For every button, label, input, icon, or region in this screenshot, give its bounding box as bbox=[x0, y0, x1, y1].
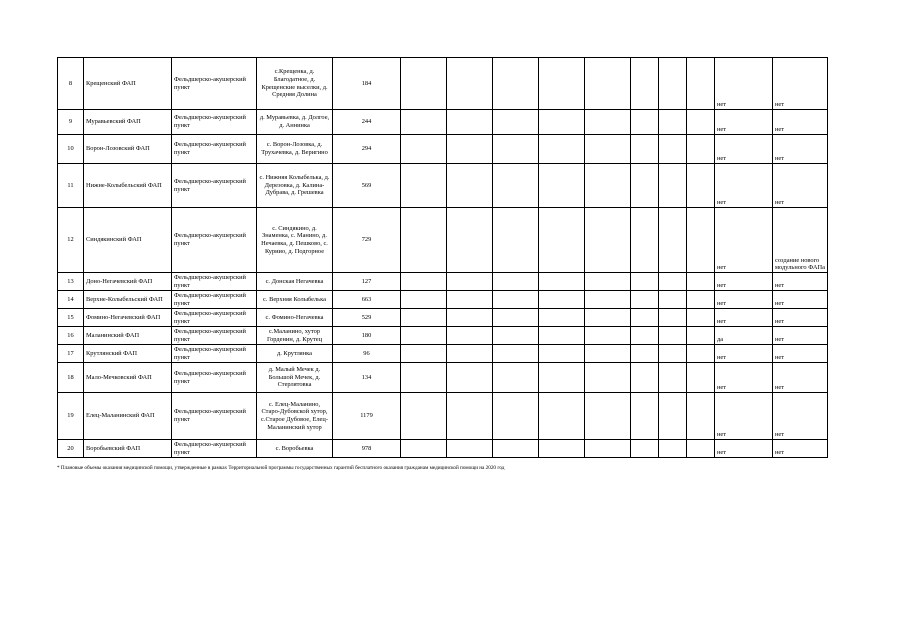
empty-cell bbox=[401, 345, 447, 363]
facility-type: Фельдшерско-акушерский пункт bbox=[172, 135, 257, 164]
empty-cell bbox=[631, 135, 659, 164]
empty-cell bbox=[585, 327, 631, 345]
settlements: с.Маланино, хутор Горденин, д. Крутец bbox=[257, 327, 333, 345]
empty-cell bbox=[659, 58, 687, 110]
empty-cell bbox=[493, 164, 539, 208]
empty-cell bbox=[687, 393, 715, 440]
facility-type: Фельдшерско-акушерский пункт bbox=[172, 164, 257, 208]
empty-cell bbox=[447, 58, 493, 110]
empty-cell bbox=[447, 164, 493, 208]
empty-cell bbox=[493, 440, 539, 458]
empty-cell bbox=[539, 291, 585, 309]
facility-type: Фельдшерско-акушерский пункт bbox=[172, 208, 257, 273]
empty-cell bbox=[401, 273, 447, 291]
facility-type: Фельдшерско-акушерский пункт bbox=[172, 110, 257, 135]
row-number: 15 bbox=[58, 309, 84, 327]
empty-cell bbox=[631, 110, 659, 135]
fap-name: Фомино-Негачевский ФАП bbox=[84, 309, 172, 327]
status-col1: нет bbox=[715, 135, 773, 164]
settlements: с. Синдякино, д. Знаменка, с. Манино, д. Нечаевка, д. Пешково, с. Куриио, д. Подгорное bbox=[257, 208, 333, 273]
empty-cell bbox=[659, 393, 687, 440]
empty-cell bbox=[585, 345, 631, 363]
empty-cell bbox=[687, 309, 715, 327]
status-col2: нет bbox=[773, 164, 828, 208]
facility-type: Фельдшерско-акушерский пункт bbox=[172, 345, 257, 363]
status-col2: нет bbox=[773, 110, 828, 135]
status-col2: создание нового модульного ФАПа bbox=[773, 208, 828, 273]
empty-cell bbox=[631, 58, 659, 110]
empty-cell bbox=[659, 327, 687, 345]
empty-cell bbox=[447, 327, 493, 345]
population: 96 bbox=[333, 345, 401, 363]
fap-name: Донo-Негачевский ФАП bbox=[84, 273, 172, 291]
status-col2: нет bbox=[773, 309, 828, 327]
empty-cell bbox=[447, 309, 493, 327]
empty-cell bbox=[687, 273, 715, 291]
status-col2: нет bbox=[773, 440, 828, 458]
empty-cell bbox=[687, 363, 715, 393]
status-col2: нет bbox=[773, 363, 828, 393]
table-row bbox=[58, 58, 828, 110]
row-number: 9 bbox=[58, 110, 84, 135]
table-row bbox=[58, 273, 828, 291]
population: 180 bbox=[333, 327, 401, 345]
fap-name: Ворон-Лозовский ФАП bbox=[84, 135, 172, 164]
status-col2: нет bbox=[773, 345, 828, 363]
empty-cell bbox=[401, 393, 447, 440]
status-col1: нет bbox=[715, 291, 773, 309]
empty-cell bbox=[687, 110, 715, 135]
empty-cell bbox=[687, 291, 715, 309]
population: 1179 bbox=[333, 393, 401, 440]
table-row bbox=[58, 164, 828, 208]
population: 529 bbox=[333, 309, 401, 327]
empty-cell bbox=[493, 58, 539, 110]
empty-cell bbox=[401, 58, 447, 110]
empty-cell bbox=[659, 164, 687, 208]
empty-cell bbox=[539, 393, 585, 440]
population: 134 bbox=[333, 363, 401, 393]
empty-cell bbox=[585, 393, 631, 440]
empty-cell bbox=[687, 440, 715, 458]
empty-cell bbox=[539, 440, 585, 458]
status-col2: нет bbox=[773, 58, 828, 110]
empty-cell bbox=[493, 208, 539, 273]
empty-cell bbox=[659, 440, 687, 458]
empty-cell bbox=[493, 273, 539, 291]
empty-cell bbox=[585, 135, 631, 164]
empty-cell bbox=[539, 327, 585, 345]
fap-name: Нижне-Колыбельский ФАП bbox=[84, 164, 172, 208]
table-row bbox=[58, 440, 828, 458]
settlements: с. Донская Негачевка bbox=[257, 273, 333, 291]
empty-cell bbox=[493, 345, 539, 363]
empty-cell bbox=[631, 208, 659, 273]
settlements: д. Крутлянка bbox=[257, 345, 333, 363]
facility-type: Фельдшерско-акушерский пункт bbox=[172, 291, 257, 309]
settlements: с. Елец-Маланино, Старо-Дубовской хутор, с.Старое Дубовое, Елец-Маланинский хутор bbox=[257, 393, 333, 440]
settlements: с. Воробьевка bbox=[257, 440, 333, 458]
empty-cell bbox=[659, 345, 687, 363]
row-number: 12 bbox=[58, 208, 84, 273]
empty-cell bbox=[539, 363, 585, 393]
fap-name: Воробьевский ФАП bbox=[84, 440, 172, 458]
status-col1: нет bbox=[715, 58, 773, 110]
empty-cell bbox=[401, 164, 447, 208]
table-row bbox=[58, 327, 828, 345]
status-col2: нет bbox=[773, 273, 828, 291]
table-row bbox=[58, 208, 828, 273]
facility-type: Фельдшерско-акушерский пункт bbox=[172, 327, 257, 345]
population: 663 bbox=[333, 291, 401, 309]
row-number: 14 bbox=[58, 291, 84, 309]
table-row bbox=[58, 345, 828, 363]
empty-cell bbox=[585, 110, 631, 135]
row-number: 18 bbox=[58, 363, 84, 393]
population: 184 bbox=[333, 58, 401, 110]
empty-cell bbox=[401, 110, 447, 135]
empty-cell bbox=[631, 363, 659, 393]
empty-cell bbox=[493, 363, 539, 393]
facility-type: Фельдшерско-акушерский пункт bbox=[172, 363, 257, 393]
facility-type: Фельдшерско-акушерский пункт bbox=[172, 58, 257, 110]
empty-cell bbox=[447, 291, 493, 309]
empty-cell bbox=[585, 164, 631, 208]
population: 729 bbox=[333, 208, 401, 273]
settlements: с. Фомино-Негачевка bbox=[257, 309, 333, 327]
empty-cell bbox=[631, 345, 659, 363]
empty-cell bbox=[447, 393, 493, 440]
fap-name: Крещенский ФАП bbox=[84, 58, 172, 110]
settlements: д. Малый Мечек д. Большой Мечек, д. Стерлятовка bbox=[257, 363, 333, 393]
facility-type: Фельдшерско-акушерский пункт bbox=[172, 273, 257, 291]
empty-cell bbox=[493, 309, 539, 327]
empty-cell bbox=[539, 58, 585, 110]
empty-cell bbox=[631, 393, 659, 440]
empty-cell bbox=[401, 208, 447, 273]
empty-cell bbox=[585, 440, 631, 458]
fap-name: Верхне-Колыбельский ФАП bbox=[84, 291, 172, 309]
status-col1: нет bbox=[715, 345, 773, 363]
empty-cell bbox=[585, 309, 631, 327]
population: 569 bbox=[333, 164, 401, 208]
empty-cell bbox=[659, 363, 687, 393]
empty-cell bbox=[687, 208, 715, 273]
empty-cell bbox=[659, 135, 687, 164]
empty-cell bbox=[447, 110, 493, 135]
empty-cell bbox=[539, 309, 585, 327]
empty-cell bbox=[585, 291, 631, 309]
table-body bbox=[58, 58, 828, 458]
empty-cell bbox=[659, 110, 687, 135]
row-number: 10 bbox=[58, 135, 84, 164]
settlements: с.Крещенка, д. Благодатное, д. Крещенские выселки, д. Средняя Долина bbox=[257, 58, 333, 110]
table-row bbox=[58, 135, 828, 164]
facility-type: Фельдшерско-акушерский пункт bbox=[172, 393, 257, 440]
empty-cell bbox=[401, 135, 447, 164]
empty-cell bbox=[493, 393, 539, 440]
row-number: 19 bbox=[58, 393, 84, 440]
row-number: 17 bbox=[58, 345, 84, 363]
empty-cell bbox=[447, 440, 493, 458]
status-col1: нет bbox=[715, 309, 773, 327]
empty-cell bbox=[539, 208, 585, 273]
empty-cell bbox=[659, 291, 687, 309]
empty-cell bbox=[585, 363, 631, 393]
status-col1: нет bbox=[715, 393, 773, 440]
empty-cell bbox=[687, 58, 715, 110]
population: 294 bbox=[333, 135, 401, 164]
empty-cell bbox=[659, 309, 687, 327]
fap-name: Мало-Мечковский ФАП bbox=[84, 363, 172, 393]
status-col1: нет bbox=[715, 363, 773, 393]
row-number: 8 bbox=[58, 58, 84, 110]
empty-cell bbox=[447, 135, 493, 164]
empty-cell bbox=[585, 208, 631, 273]
settlements: с. Ворон-Лозовка, д. Трухачевка, д. Веригино bbox=[257, 135, 333, 164]
table-row bbox=[58, 291, 828, 309]
empty-cell bbox=[401, 363, 447, 393]
row-number: 20 bbox=[58, 440, 84, 458]
empty-cell bbox=[659, 208, 687, 273]
empty-cell bbox=[539, 273, 585, 291]
empty-cell bbox=[493, 110, 539, 135]
fap-table bbox=[57, 57, 828, 458]
fap-name: Крутлянский ФАП bbox=[84, 345, 172, 363]
fap-name: Маланинский ФАП bbox=[84, 327, 172, 345]
status-col2: нет bbox=[773, 393, 828, 440]
table-row bbox=[58, 363, 828, 393]
empty-cell bbox=[631, 291, 659, 309]
empty-cell bbox=[401, 291, 447, 309]
table-row bbox=[58, 393, 828, 440]
row-number: 16 bbox=[58, 327, 84, 345]
empty-cell bbox=[493, 291, 539, 309]
empty-cell bbox=[631, 164, 659, 208]
empty-cell bbox=[493, 135, 539, 164]
empty-cell bbox=[687, 135, 715, 164]
table-row bbox=[58, 110, 828, 135]
status-col1: нет bbox=[715, 208, 773, 273]
status-col2: нет bbox=[773, 291, 828, 309]
empty-cell bbox=[447, 208, 493, 273]
empty-cell bbox=[687, 327, 715, 345]
status-col1: нет bbox=[715, 440, 773, 458]
status-col2: нет bbox=[773, 327, 828, 345]
footnote: * Плановые объемы оказания медицинской помощи, утвержденные в рамках Территориальной программы государственных гарантий бесплатного оказания гражданам медицинской помощи на 2020 год bbox=[57, 465, 505, 471]
empty-cell bbox=[539, 164, 585, 208]
empty-cell bbox=[539, 345, 585, 363]
empty-cell bbox=[401, 440, 447, 458]
empty-cell bbox=[493, 327, 539, 345]
population: 127 bbox=[333, 273, 401, 291]
facility-type: Фельдшерско-акушерский пункт bbox=[172, 440, 257, 458]
status-col2: нет bbox=[773, 135, 828, 164]
empty-cell bbox=[447, 363, 493, 393]
row-number: 13 bbox=[58, 273, 84, 291]
population: 978 bbox=[333, 440, 401, 458]
empty-cell bbox=[401, 327, 447, 345]
empty-cell bbox=[631, 273, 659, 291]
population: 244 bbox=[333, 110, 401, 135]
status-col1: нет bbox=[715, 273, 773, 291]
empty-cell bbox=[631, 309, 659, 327]
settlements: с. Верхняя Колыбелька bbox=[257, 291, 333, 309]
fap-name: Синдякинский ФАП bbox=[84, 208, 172, 273]
status-col1: да bbox=[715, 327, 773, 345]
settlements: д. Муравьевка, д. Долгое, д. Аннинка bbox=[257, 110, 333, 135]
empty-cell bbox=[631, 327, 659, 345]
empty-cell bbox=[585, 58, 631, 110]
settlements: с. Нижняя Колыбелька, д. Дерезовка, д. Калина-Дубрава, д. Грешевка bbox=[257, 164, 333, 208]
empty-cell bbox=[539, 135, 585, 164]
fap-name: Муравьевский ФАП bbox=[84, 110, 172, 135]
status-col1: нет bbox=[715, 164, 773, 208]
empty-cell bbox=[585, 273, 631, 291]
row-number: 11 bbox=[58, 164, 84, 208]
status-col1: нет bbox=[715, 110, 773, 135]
facility-type: Фельдшерско-акушерский пункт bbox=[172, 309, 257, 327]
empty-cell bbox=[447, 345, 493, 363]
empty-cell bbox=[401, 309, 447, 327]
empty-cell bbox=[687, 164, 715, 208]
fap-name: Елец-Маланинский ФАП bbox=[84, 393, 172, 440]
empty-cell bbox=[687, 345, 715, 363]
empty-cell bbox=[659, 273, 687, 291]
empty-cell bbox=[447, 273, 493, 291]
table-row bbox=[58, 309, 828, 327]
empty-cell bbox=[539, 110, 585, 135]
empty-cell bbox=[631, 440, 659, 458]
